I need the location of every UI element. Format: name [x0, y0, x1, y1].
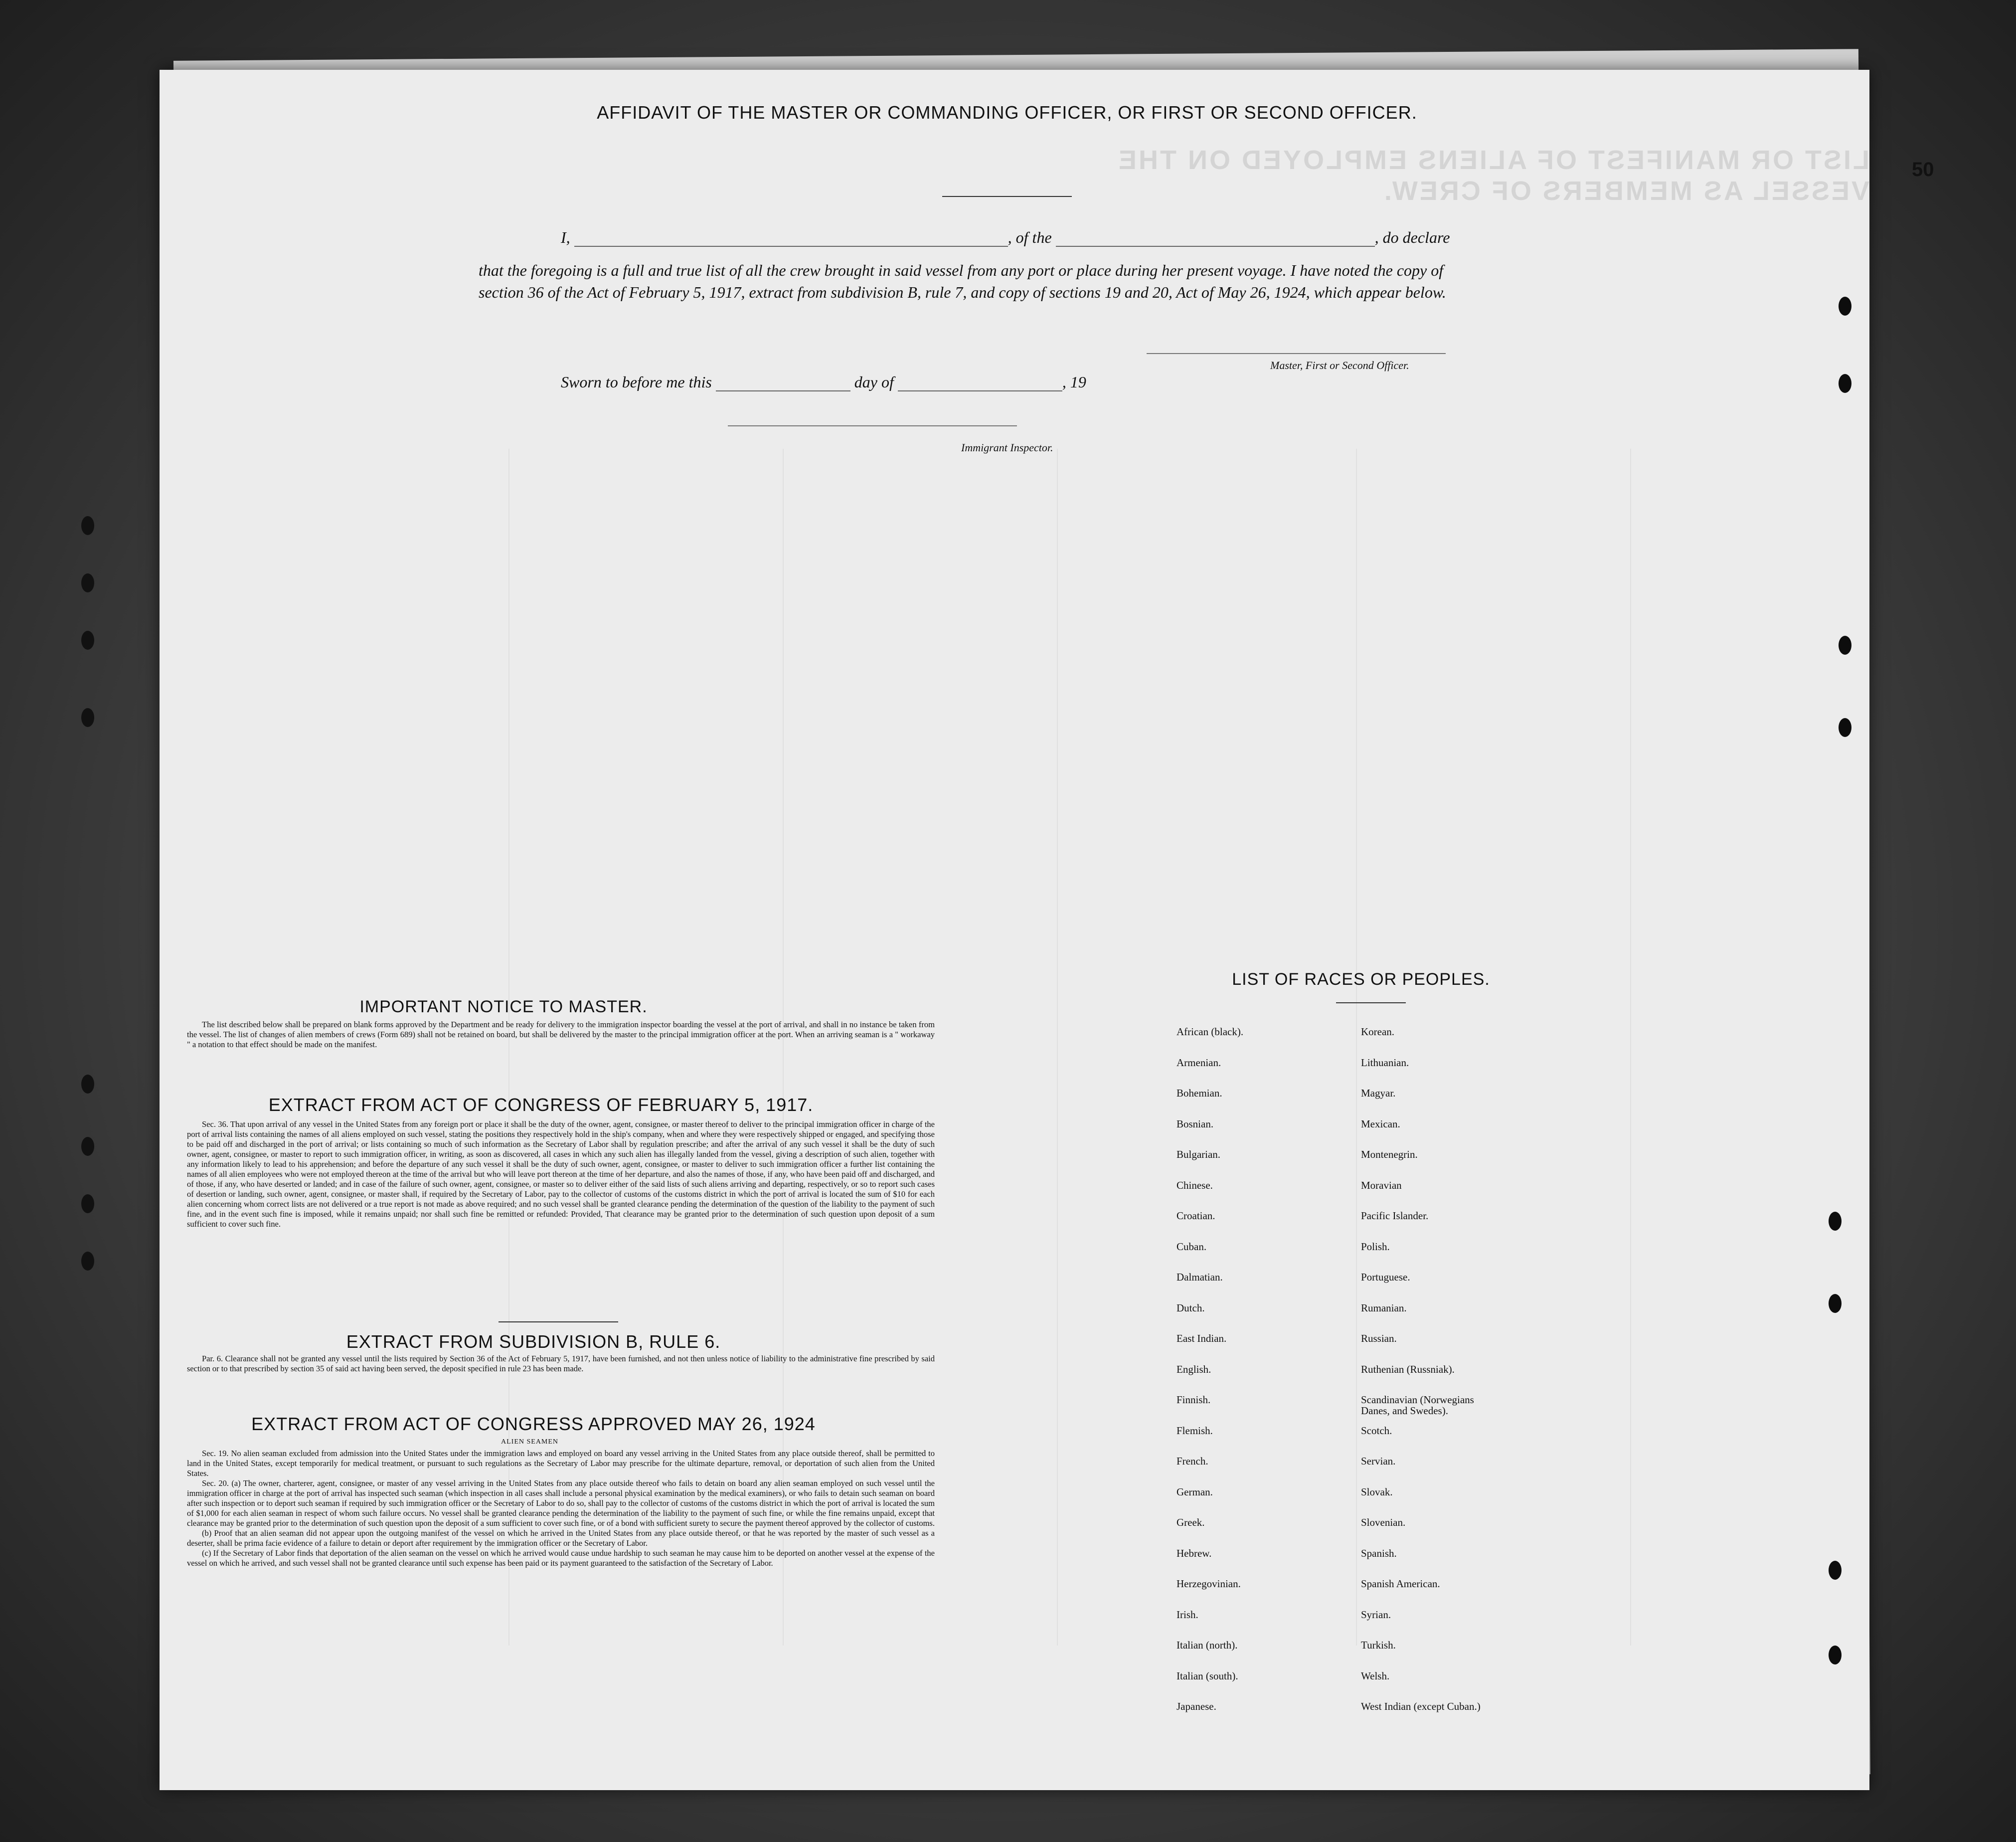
- race-entry: Scandinavian (Norwegians Danes, and Swedes).: [1361, 1394, 1474, 1417]
- signature-caption: Master, First or Second Officer.: [1270, 359, 1409, 371]
- race-entry: Chinese.: [1176, 1179, 1213, 1191]
- race-entry: Italian (north).: [1176, 1639, 1238, 1651]
- alien-seamen-subtitle: ALIEN SEAMEN: [501, 1438, 559, 1446]
- binder-hole: [1839, 374, 1851, 393]
- sworn-month-blank[interactable]: [898, 390, 1062, 391]
- race-entry: Hebrew.: [1176, 1547, 1212, 1559]
- race-entry: African (black).: [1176, 1026, 1244, 1038]
- title-rule: [942, 196, 1072, 197]
- binder-hole: [81, 631, 94, 650]
- binder-hole: [1839, 636, 1851, 655]
- race-entry: Japanese.: [1176, 1700, 1216, 1712]
- i-label: I,: [561, 228, 570, 246]
- bleed-through-rule: [1356, 449, 1357, 1646]
- binder-hole: [81, 1137, 94, 1156]
- races-title-rule: [1336, 1002, 1406, 1003]
- race-entry: Dutch.: [1176, 1301, 1205, 1314]
- signature-line[interactable]: [1147, 353, 1446, 354]
- race-entry: West Indian (except Cuban.): [1361, 1700, 1481, 1712]
- race-entry: Polish.: [1361, 1240, 1390, 1253]
- bleed-through-rule: [1630, 449, 1631, 1646]
- race-entry: Servian.: [1361, 1455, 1396, 1467]
- races-title: LIST OF RACES OR PEOPLES.: [1232, 970, 1490, 989]
- notice-paragraph: The list described below shall be prepared on blank forms approved by the Department and be ready for delivery to the immigration inspector boarding the vessel at the port of arrival, and shall in no instance be taken from the vessel. The list of changes of alien members of crews (Form 689) shall not be retained on board, but shall be delivered by the master to the principal immigration officer at the port. When an arriving seaman is a " workaway " a notation to that effect should be made on the manifest.: [187, 1020, 935, 1049]
- binder-hole: [81, 1252, 94, 1271]
- race-entry: Pacific Islander.: [1361, 1210, 1429, 1222]
- sworn-line: [561, 373, 1086, 391]
- race-entry: Bulgarian.: [1176, 1148, 1221, 1160]
- extract-1924-text: [187, 1449, 935, 1568]
- section-divider: [499, 1321, 618, 1322]
- binder-hole: [1829, 1646, 1842, 1664]
- inspector-signature-line[interactable]: [728, 425, 1017, 426]
- race-entry: German.: [1176, 1485, 1213, 1498]
- section-19-paragraph: Sec. 19. No alien seaman excluded from admission into the United States under the immigration laws and employed on board any vessel arriving in the United States from any place outside thereof, shall be permitted to land in the United States, except temporarily for medical treatment, or pursuant to such regulations as the Secretary of Labor may prescribe for the ultimate departure, removal, or deportation of such alien from the United States.: [187, 1449, 935, 1478]
- binder-hole: [1829, 1212, 1842, 1231]
- race-entry: Herzegovinian.: [1176, 1578, 1241, 1590]
- race-entry: Russian.: [1361, 1332, 1397, 1344]
- race-entry: Mexican.: [1361, 1117, 1400, 1130]
- race-entry: Spanish.: [1361, 1547, 1397, 1559]
- race-entry: Rumanian.: [1361, 1301, 1407, 1314]
- binder-hole: [81, 516, 94, 535]
- races-right-column: [1361, 1026, 1575, 1732]
- race-entry: Flemish.: [1176, 1424, 1213, 1437]
- race-entry: English.: [1176, 1363, 1211, 1375]
- race-entry: Magyar.: [1361, 1087, 1396, 1099]
- vessel-name-blank[interactable]: [1056, 246, 1375, 247]
- race-entry: Armenian.: [1176, 1056, 1221, 1069]
- of-the-label: , of the: [1008, 228, 1052, 246]
- race-entry: French.: [1176, 1455, 1208, 1467]
- notice-title: IMPORTANT NOTICE TO MASTER.: [359, 997, 648, 1016]
- day-of-label: day of: [854, 373, 894, 391]
- extract-1924-title: EXTRACT FROM ACT OF CONGRESS APPROVED MAY 26, 1924: [251, 1414, 816, 1434]
- notice-text: [187, 1020, 935, 1050]
- race-entry: Ruthenian (Russniak).: [1361, 1363, 1455, 1375]
- section-20b-paragraph: (b) Proof that an alien seaman did not appear upon the outgoing manifest of the vessel on which he arrived in the United States from any place outside thereof, or that he was reported by the master of such vessel as a deserter, shall be prima facie evidence of a failure to detain or deport after requirement by the immigration officer or the Secretary of Labor.: [187, 1528, 935, 1548]
- declarant-line: [561, 228, 1450, 247]
- sworn-label: Sworn to before me this: [561, 373, 712, 391]
- race-entry: Montenegrin.: [1361, 1148, 1418, 1160]
- race-entry: Croatian.: [1176, 1210, 1215, 1222]
- declarant-name-blank[interactable]: [574, 246, 1008, 247]
- race-entry: Scotch.: [1361, 1424, 1392, 1437]
- race-entry: Italian (south).: [1176, 1669, 1238, 1682]
- binder-hole: [81, 708, 94, 727]
- race-entry: Moravian: [1361, 1179, 1402, 1191]
- binder-hole: [1829, 1561, 1842, 1580]
- inspector-caption: Immigrant Inspector.: [961, 441, 1053, 454]
- section-20a-paragraph: Sec. 20. (a) The owner, charterer, agent, consignee, or master of any vessel arriving in the United States from any place outside thereof who fails to detain on board any alien seaman employed on such vessel until the immigration officer in charge at the port of arrival has inspected such seaman (which inspection in all cases shall include a personal physical examination by the medical examiners), or who fails to detain such seaman on board after such inspection or to deport such seaman if required by such immigration officer or the Secretary of Labor to do so, shall pay to the collector of customs of the customs district in which the port of arrival is located the sum of $1,000 for each alien seaman in respect of whom such failure occurs. No vessel shall be granted clearance pending the determination of the liability to the payment of such fine, or while the fine remains unpaid, except that clearance may be granted prior to the determination of such question upon the deposit of a sum sufficient to cover such fine, or of a bond with sufficient surety to secure the payment thereof approved by the collector of customs.: [187, 1478, 935, 1528]
- section-36-paragraph: Sec. 36. That upon arrival of any vessel in the United States from any foreign port or place it shall be the duty of the owner, agent, consignee, or master thereof to deliver to the principal immigration officer in charge of the port of arrival lists containing the names of all aliens employed on such vessel, stating the positions they respectively hold in the ship's company, when and where they were respectively shipped or engaged, and specifying those to be paid off and discharged in the port of arrival; or lists containing so much of such information as the Secretary of Labor shall by regulation prescribe; and after the arrival of any such vessel it shall be the duty of such owner, agent, consignee, or master to report to such immigration officer, in writing, as soon as discovered, all cases in which any such alien has illegally landed from the vessel, giving a description of such alien, together with any information likely to lead to his apprehension; and before the departure of any such vessel it shall be the duty of such owner, agent, consignee, or master to deliver to such immigration officer a further list containing the names of all alien employees who were not employed thereon at the time of the arrival but who will leave port thereon at the time of her departure, and also the names of those, if any, who have been paid off and discharged, and of those, if any, who have deserted or landed; and in case of the failure of such owner, agent, consignee, or master so to deliver either of the said lists of such aliens arriving and departing, respectively, or so to report such cases of desertion or landing, such owner, agent, consignee, or master shall, if required by the Secretary of Labor, pay to the collector of customs of the customs district in which the port of arrival is located the sum of $10 for each alien concerning whom correct lists are not delivered or a true report is not made as above required; and no such vessel shall be granted clearance pending the determination of the question of the liability to the payment of such fine, and in the event such fine is imposed, while it remains unpaid; nor shall such fine be remitted or refunded: Provided, That clearance may be granted prior to the determination of such question upon deposit of a sum sufficient to cover such fine.: [187, 1119, 935, 1229]
- race-entry: Portuguese.: [1361, 1271, 1410, 1283]
- race-entry: Syrian.: [1361, 1608, 1391, 1621]
- race-entry: Slovenian.: [1361, 1516, 1406, 1528]
- binder-hole: [81, 1075, 94, 1094]
- year-label: , 19: [1062, 373, 1086, 391]
- race-entry: Slovak.: [1361, 1485, 1393, 1498]
- extract-1917-text: [187, 1119, 935, 1229]
- rule-6-text: [187, 1354, 935, 1374]
- races-left-column: [1176, 1026, 1341, 1732]
- race-entry: Welsh.: [1361, 1669, 1390, 1682]
- binder-hole: [81, 1194, 94, 1213]
- sworn-day-blank[interactable]: [716, 390, 850, 391]
- binder-hole: [1839, 297, 1851, 316]
- binder-hole: [81, 573, 94, 592]
- race-entry: Bosnian.: [1176, 1117, 1214, 1130]
- rule-6-paragraph: Par. 6. Clearance shall not be granted any vessel until the lists required by Section 36 of the Act of February 5, 1917, have been furnished, and not then unless notice of liability to the administrative fine prescribed by said section or to that prescribed by section 35 of said act having been served, the deposit specified in rule 23 has been made.: [187, 1354, 935, 1373]
- extract-1917-title: EXTRACT FROM ACT OF CONGRESS OF FEBRUARY 5, 1917.: [268, 1095, 814, 1115]
- race-entry: Lithuanian.: [1361, 1056, 1409, 1069]
- rule-6-title: EXTRACT FROM SUBDIVISION B, RULE 6.: [346, 1331, 721, 1352]
- race-entry: Bohemian.: [1176, 1087, 1222, 1099]
- binder-hole: [1829, 1294, 1842, 1313]
- race-entry: East Indian.: [1176, 1332, 1227, 1344]
- bleed-through-heading: LIST OR MANIFEST OF ALIENS EMPLOYED ON THE VESSEL AS MEMBERS OF CREW.: [1116, 145, 1869, 206]
- bleed-through-rule: [1057, 449, 1058, 1646]
- do-declare-label: , do declare: [1374, 228, 1450, 246]
- race-entry: Korean.: [1361, 1026, 1395, 1038]
- race-entry: Irish.: [1176, 1608, 1198, 1621]
- affidavit-title: AFFIDAVIT OF THE MASTER OR COMMANDING OFFICER, OR FIRST OR SECOND OFFICER.: [597, 102, 1417, 123]
- binder-hole: [1839, 718, 1851, 737]
- race-entry: Turkish.: [1361, 1639, 1396, 1651]
- race-entry: Greek.: [1176, 1516, 1205, 1528]
- affidavit-body: that the foregoing is a full and true list of all the crew brought in said vessel from any port or place during her present voyage. I have noted the copy of section 36 of the Act of February 5, 1917, extract from subdivision B, rule 7, and copy of sections 19 and 20, Act of May 26, 1924, which appear below.: [479, 261, 1446, 301]
- race-entry: Cuban.: [1176, 1240, 1207, 1253]
- race-entry: Spanish American.: [1361, 1578, 1440, 1590]
- page-number: 50: [1912, 159, 1934, 181]
- section-20c-paragraph: (c) If the Secretary of Labor finds that deportation of the alien seaman on the vessel on which he arrived would cause undue hardship to such seaman he may cause him to be deported on another vessel at the expense of the vessel on which he arrived, and such vessel shall not be granted clearance until such expense has been paid or its payment guaranteed to the satisfaction of the Secretary of Labor.: [187, 1548, 935, 1568]
- race-entry: Finnish.: [1176, 1394, 1211, 1406]
- race-entry: Dalmatian.: [1176, 1271, 1223, 1283]
